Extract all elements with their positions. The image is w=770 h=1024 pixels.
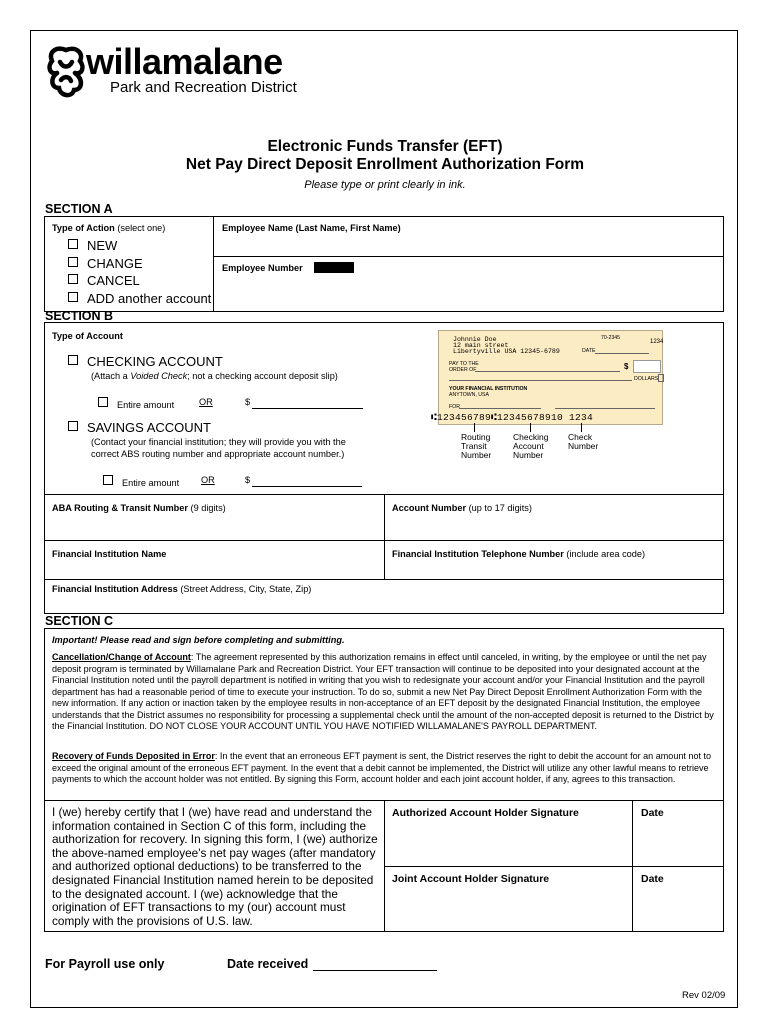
check-name-line3: Libertyville USA 12345-6789	[453, 348, 560, 355]
savings-account-note-line2: correct ABS routing number and appropriate account number.)	[91, 449, 345, 459]
action-cancel-option[interactable]: CANCEL	[68, 273, 140, 288]
fi-address-label: Financial Institution Address (Street Address, City, State, Zip)	[52, 584, 312, 594]
check-pay-to-line2: ORDER OF	[449, 367, 477, 373]
section-c-sign-row-divider	[384, 866, 724, 867]
checkbox-checking-entire-amount[interactable]	[98, 397, 108, 407]
joint-signature-label[interactable]: Joint Account Holder Signature	[392, 873, 550, 885]
checking-account-caption: Checking Account Number	[513, 432, 549, 460]
savings-amount-field[interactable]	[252, 486, 362, 487]
section-b-row2-divider	[44, 540, 724, 541]
checkbox-cancel[interactable]	[68, 274, 78, 284]
check-memo-line	[459, 408, 541, 409]
check-number-corner: 1234	[650, 339, 664, 345]
checkno-pointer	[581, 423, 582, 432]
redacted-employee-number	[314, 262, 354, 273]
check-bank-line2: ANYTOWN, USA	[449, 392, 489, 398]
employee-number-label: Employee Number	[222, 263, 303, 273]
section-b-col-divider	[384, 494, 385, 579]
check-amount-box	[633, 360, 661, 373]
action-add-account-option[interactable]: ADD another account	[68, 291, 211, 306]
sample-check-image	[431, 330, 664, 425]
checking-or-label: OR	[199, 397, 213, 407]
check-date-line	[595, 353, 649, 354]
checking-dollar-sign: $	[245, 397, 251, 407]
form-title-line1: Electronic Funds Transfer (EFT)	[267, 138, 503, 155]
savings-entire-amount-option[interactable]: Entire amount	[103, 475, 179, 488]
form-title-line2: Net Pay Direct Deposit Enrollment Authorization Form	[185, 156, 585, 173]
date-received-field[interactable]	[313, 970, 437, 971]
check-fraction: 70-2345	[601, 335, 621, 341]
check-signature-line	[555, 408, 655, 409]
routing-transit-caption: Routing Transit Number	[461, 432, 492, 460]
savings-account-note-line1: (Contact your financial institution; they will provide you with the	[91, 437, 346, 447]
payroll-use-label: For Payroll use only	[45, 957, 165, 971]
willamalane-logo-icon	[44, 44, 88, 102]
authorized-date-label[interactable]: Date	[641, 807, 664, 819]
check-pay-to-line1: PAY TO THE	[449, 361, 479, 367]
lock-icon	[658, 374, 664, 382]
revision-label: Rev 02/09	[682, 990, 726, 1001]
joint-date-label[interactable]: Date	[641, 873, 664, 885]
check-name-line1: Johnnie Doe	[453, 336, 497, 343]
section-a-divider	[213, 216, 214, 312]
type-of-action-label: Type of Action (select one)	[52, 223, 166, 233]
check-memo-label: FOR	[449, 404, 460, 410]
checkbox-savings-entire-amount[interactable]	[103, 475, 113, 485]
checkbox-checking[interactable]	[68, 355, 78, 365]
authorized-signature-label[interactable]: Authorized Account Holder Signature	[392, 807, 579, 819]
savings-dollar-sign: $	[245, 475, 251, 485]
savings-account-option[interactable]: SAVINGS ACCOUNT	[68, 420, 211, 435]
check-name-line2: 12 main street	[453, 342, 509, 349]
check-bank-line1: YOUR FINANCIAL INSTITUTION	[449, 386, 528, 392]
form-instruction: Please type or print clearly in ink.	[304, 179, 466, 191]
checkbox-add-account[interactable]	[68, 292, 78, 302]
type-of-account-label: Type of Account	[52, 331, 123, 341]
section-c-heading: SECTION C	[45, 614, 114, 628]
recovery-paragraph: Recovery of Funds Deposited in Error: In the event that an erroneous EFT payment is sent, the District reserves the right to debit the account for an amount not to exceed the original amount of the erroneous EFT payment. In the event that a debit cannot be implemented, the District will utilize any other lawful means to retrieve payments to which the account holder was not entitled. By signing this Form, account holder and each joint account holder, if any, agrees to this transaction.	[52, 751, 712, 784]
account-number-label: Account Number (up to 17 digits)	[392, 503, 532, 513]
action-change-option[interactable]: CHANGE	[68, 256, 143, 271]
important-notice: Important! Please read and sign before completing and submitting.	[52, 635, 345, 645]
checkbox-change[interactable]	[68, 257, 78, 267]
check-amount-line	[449, 380, 632, 381]
checking-account-note: (Attach a Voided Check; not a checking account deposit slip)	[91, 371, 338, 381]
action-new-option[interactable]: NEW	[68, 238, 117, 253]
cancellation-paragraph: Cancellation/Change of Account: The agreement represented by this authorization remains in effect until canceled, in writing, by the employee or until the net pay deposit program is terminated by Willamalane Park and Recreation District. Your EFT transaction will continue to be deposited into your designated account at the Financial Institution noted until the payroll department is notified in writing that you wish to redesignate your account and/or your Financial Institution and the payroll department has had a reasonable period of time to execute your instruction. To do so, submit a new Net Pay Direct Deposit Enrollment Authorization Form with the new information. If any action or inaction taken by the employee results in non-acceptance of an EFT deposit by the designated Financial Institution, the employee understands that the District assumes no responsibility for processing a supplemental check until the amount of the non-accepted deposit is returned to the District by the Financial Institution. DO NOT CLOSE YOUR ACCOUNT UNTIL YOU HAVE NOTIFIED WILLAMALANE'S PAYROLL DEPARTMENT.	[52, 652, 714, 731]
aba-routing-label: ABA Routing & Transit Number (9 digits)	[52, 503, 226, 513]
checking-amount-field[interactable]	[252, 408, 363, 409]
certification-text: I (we) hereby certify that I (we) have read and understand the information contained in Section C of this form, including the authorization for recovery. In signing this form, I (we) authorize the above-named employee's net pay wages (after mandatory and authorized optional deductions) to be transferred to the designated Financial Institution named herein to be deposited to the designated account. I (we) acknowledge that the origination of EFT transactions to my (our) account must comply with the provisions of U.S. law.	[52, 805, 378, 928]
check-dollars-label: DOLLARS	[634, 376, 659, 382]
check-number-caption: Check Number	[568, 432, 599, 451]
check-date-label: DATE	[582, 348, 596, 354]
fi-phone-label: Financial Institution Telephone Number (include area code)	[392, 549, 646, 559]
checkbox-new[interactable]	[68, 239, 78, 249]
routing-pointer	[474, 423, 475, 432]
section-b-row3-divider	[44, 579, 724, 580]
employee-name-label: Employee Name (Last Name, First Name)	[222, 223, 401, 233]
check-micr-line: ⑆123456789⑆12345678910 1234	[431, 412, 594, 423]
checking-account-option[interactable]: CHECKING ACCOUNT	[68, 354, 223, 369]
section-b-heading: SECTION B	[45, 309, 114, 323]
check-dollar-sign: $	[624, 362, 629, 371]
fi-name-label: Financial Institution Name	[52, 549, 167, 559]
check-payee-line	[475, 371, 620, 372]
checking-pointer	[530, 423, 531, 432]
savings-or-label: OR	[201, 475, 215, 485]
logo-subtitle: Park and Recreation District	[110, 79, 297, 96]
logo-wordmark: willamalane	[86, 41, 283, 82]
section-a-row-divider	[213, 256, 724, 257]
checking-entire-amount-option[interactable]: Entire amount	[98, 397, 174, 410]
date-received-label: Date received	[227, 957, 309, 971]
section-a-heading: SECTION A	[45, 202, 113, 216]
checkbox-savings[interactable]	[68, 421, 78, 431]
